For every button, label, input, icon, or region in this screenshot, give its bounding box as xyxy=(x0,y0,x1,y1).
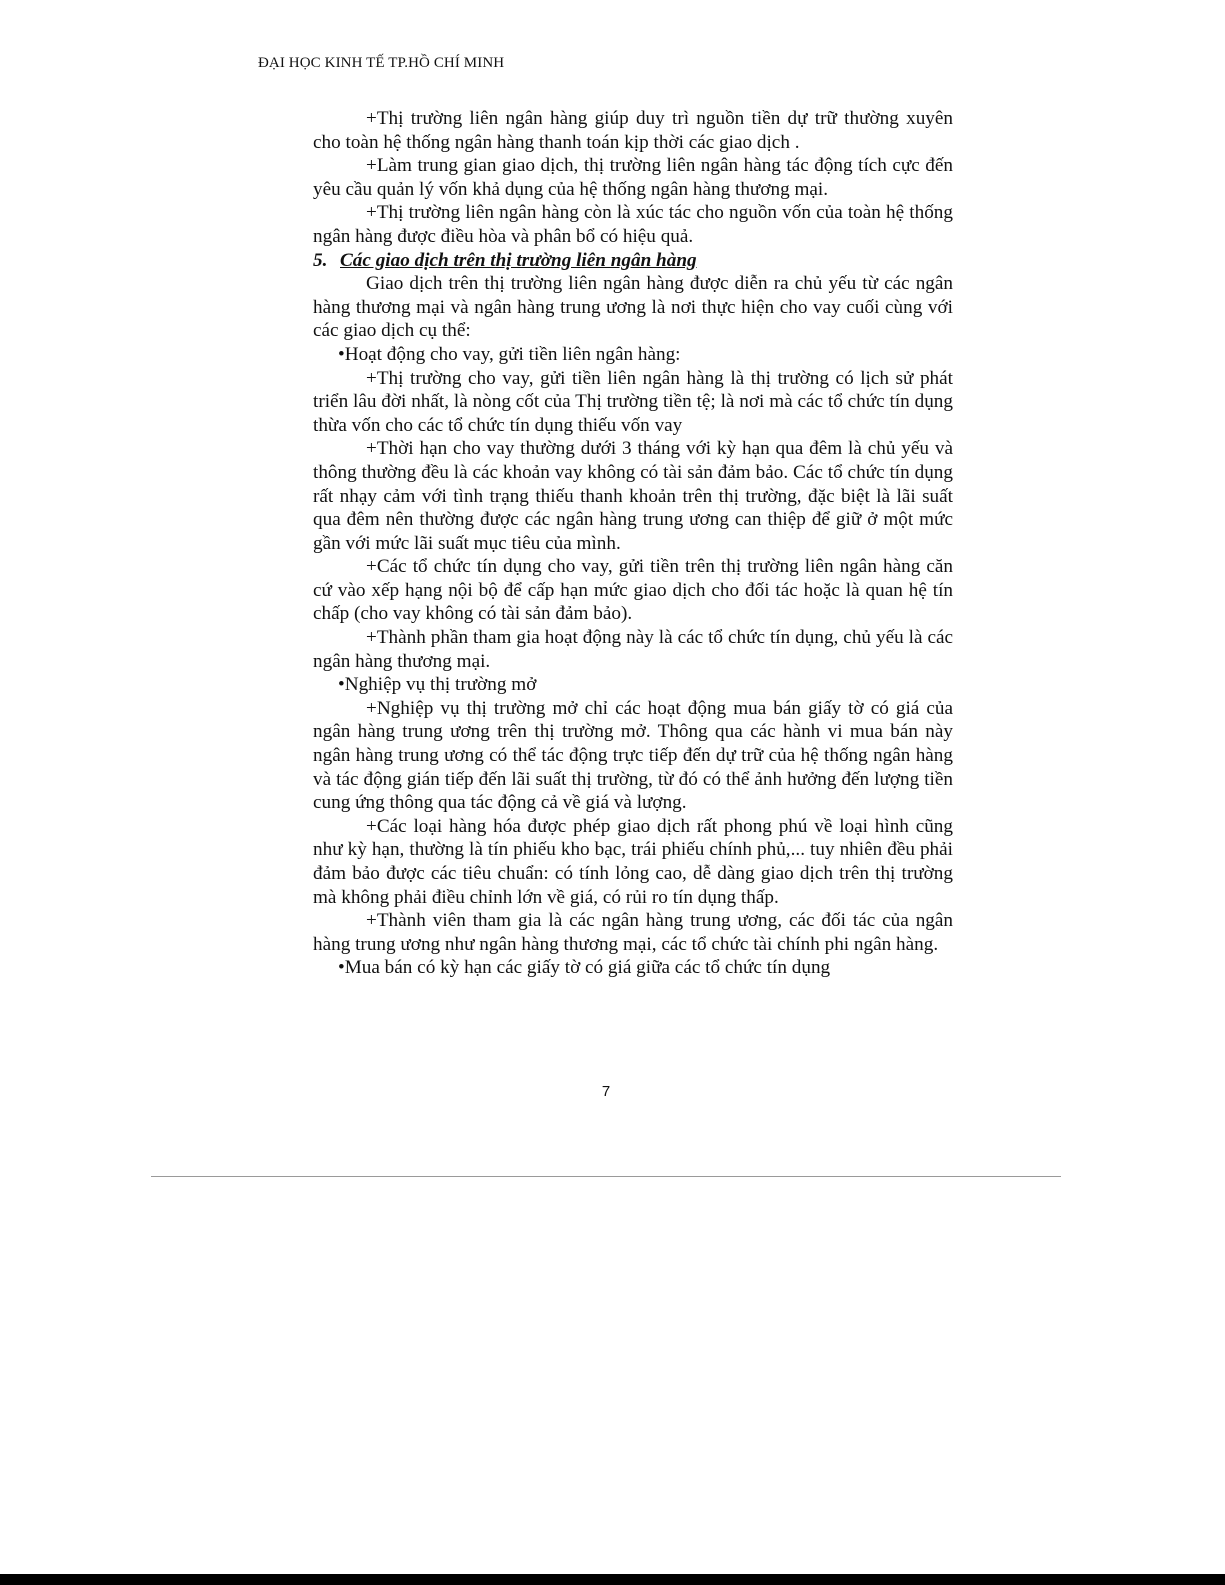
section-lead-paragraph: Giao dịch trên thị trường liên ngân hàng được diễn ra chủ yếu từ các ngân hàng thương mại và ngân hàng trung ương là nơi thực hiện cho vay cuối cùng với các giao dịch cụ thể: xyxy=(313,273,953,342)
body-paragraph: +Làm trung gian giao dịch, thị trường liên ngân hàng tác động tích cực đến yêu cầu quản lý vốn khả dụng của hệ thống ngân hàng thương mại. xyxy=(313,155,953,200)
section-number: 5. xyxy=(313,249,328,271)
bottom-edge-bar xyxy=(0,1574,1225,1585)
body-paragraph: +Thị trường liên ngân hàng giúp duy trì nguồn tiền dự trữ thường xuyên cho toàn hệ thống ngân hàng thanh toán kịp thời các giao dịch . xyxy=(313,108,953,153)
bullet-heading-interbank-lending: •Hoạt động cho vay, gửi tiền liên ngân hàng: xyxy=(338,343,681,365)
bullet-heading-term-trading: •Mua bán có kỳ hạn các giấy tờ có giá giữa các tổ chức tín dụng xyxy=(338,957,831,979)
body-paragraph: +Các loại hàng hóa được phép giao dịch rất phong phú về loại hình cũng như kỳ hạn, thường là tín phiếu kho bạc, trái phiếu chính phủ,... tuy nhiên đều phải đảm bảo được các tiêu chuẩn: có tính lỏng cao, dễ dàng giao dịch trên thị trường mà không phải điều chỉnh lớn về giá, có rủi ro tín dụng thấp. xyxy=(313,815,953,908)
page-divider xyxy=(151,1176,1061,1177)
body-paragraph: +Thành viên tham gia là các ngân hàng trung ương, các đối tác của ngân hàng trung ương như ngân hàng thương mại, các tổ chức tài chính phi ngân hàng. xyxy=(313,910,953,955)
body-paragraph: +Thành phần tham gia hoạt động này là các tổ chức tín dụng, chủ yếu là các ngân hàng thương mại. xyxy=(313,627,953,672)
section-heading xyxy=(313,249,953,273)
bullet-heading-open-market: •Nghiệp vụ thị trường mở xyxy=(338,674,537,696)
body-paragraph: +Thị trường liên ngân hàng còn là xúc tác cho nguồn vốn của toàn hệ thống ngân hàng được điều hòa và phân bổ có hiệu quả. xyxy=(313,202,953,247)
section-title: Các giao dịch trên thị trường liên ngân hàng xyxy=(340,249,697,271)
body-paragraph: +Thời hạn cho vay thường dưới 3 tháng với kỳ hạn qua đêm là chủ yếu và thông thường đều là các khoản vay không có tài sản đảm bảo. Các tổ chức tín dụng rất nhạy cảm với tình trạng thiếu thanh khoản trên thị trường, đặc biệt là lãi suất qua đêm nên thường được các ngân hàng trung ương can thiệp để giữ ở một mức gần với mức lãi suất mục tiêu của mình. xyxy=(313,438,953,554)
page-number: 7 xyxy=(601,1083,611,1100)
body-paragraph: +Thị trường cho vay, gửi tiền liên ngân hàng là thị trường có lịch sử phát triển lâu đời nhất, là nòng cốt của Thị trường tiền tệ; là nơi mà các tổ chức tín dụng thừa vốn cho các tổ chức tín dụng thiếu vốn vay xyxy=(313,367,953,436)
document-body xyxy=(313,107,953,980)
body-paragraph: +Các tổ chức tín dụng cho vay, gửi tiền trên thị trường liên ngân hàng căn cứ vào xếp hạng nội bộ để cấp hạn mức giao dịch cho đối tác hoặc là quan hệ tín chấp (cho vay không có tài sản đảm bảo). xyxy=(313,556,953,625)
running-header: ĐẠI HỌC KINH TẾ TP.HỒ CHÍ MINH xyxy=(258,55,505,71)
body-paragraph: +Nghiệp vụ thị trường mở chỉ các hoạt động mua bán giấy tờ có giá của ngân hàng trung ương trên thị trường mở. Thông qua các hành vi mua bán này ngân hàng trung ương có thể tác động trực tiếp đến dự trữ của hệ thống ngân hàng và tác động gián tiếp đến lãi suất thị trường, từ đó có thể ảnh hưởng đến lượng tiền cung ứng thông qua tác động cả về giá và lượng. xyxy=(313,697,953,814)
